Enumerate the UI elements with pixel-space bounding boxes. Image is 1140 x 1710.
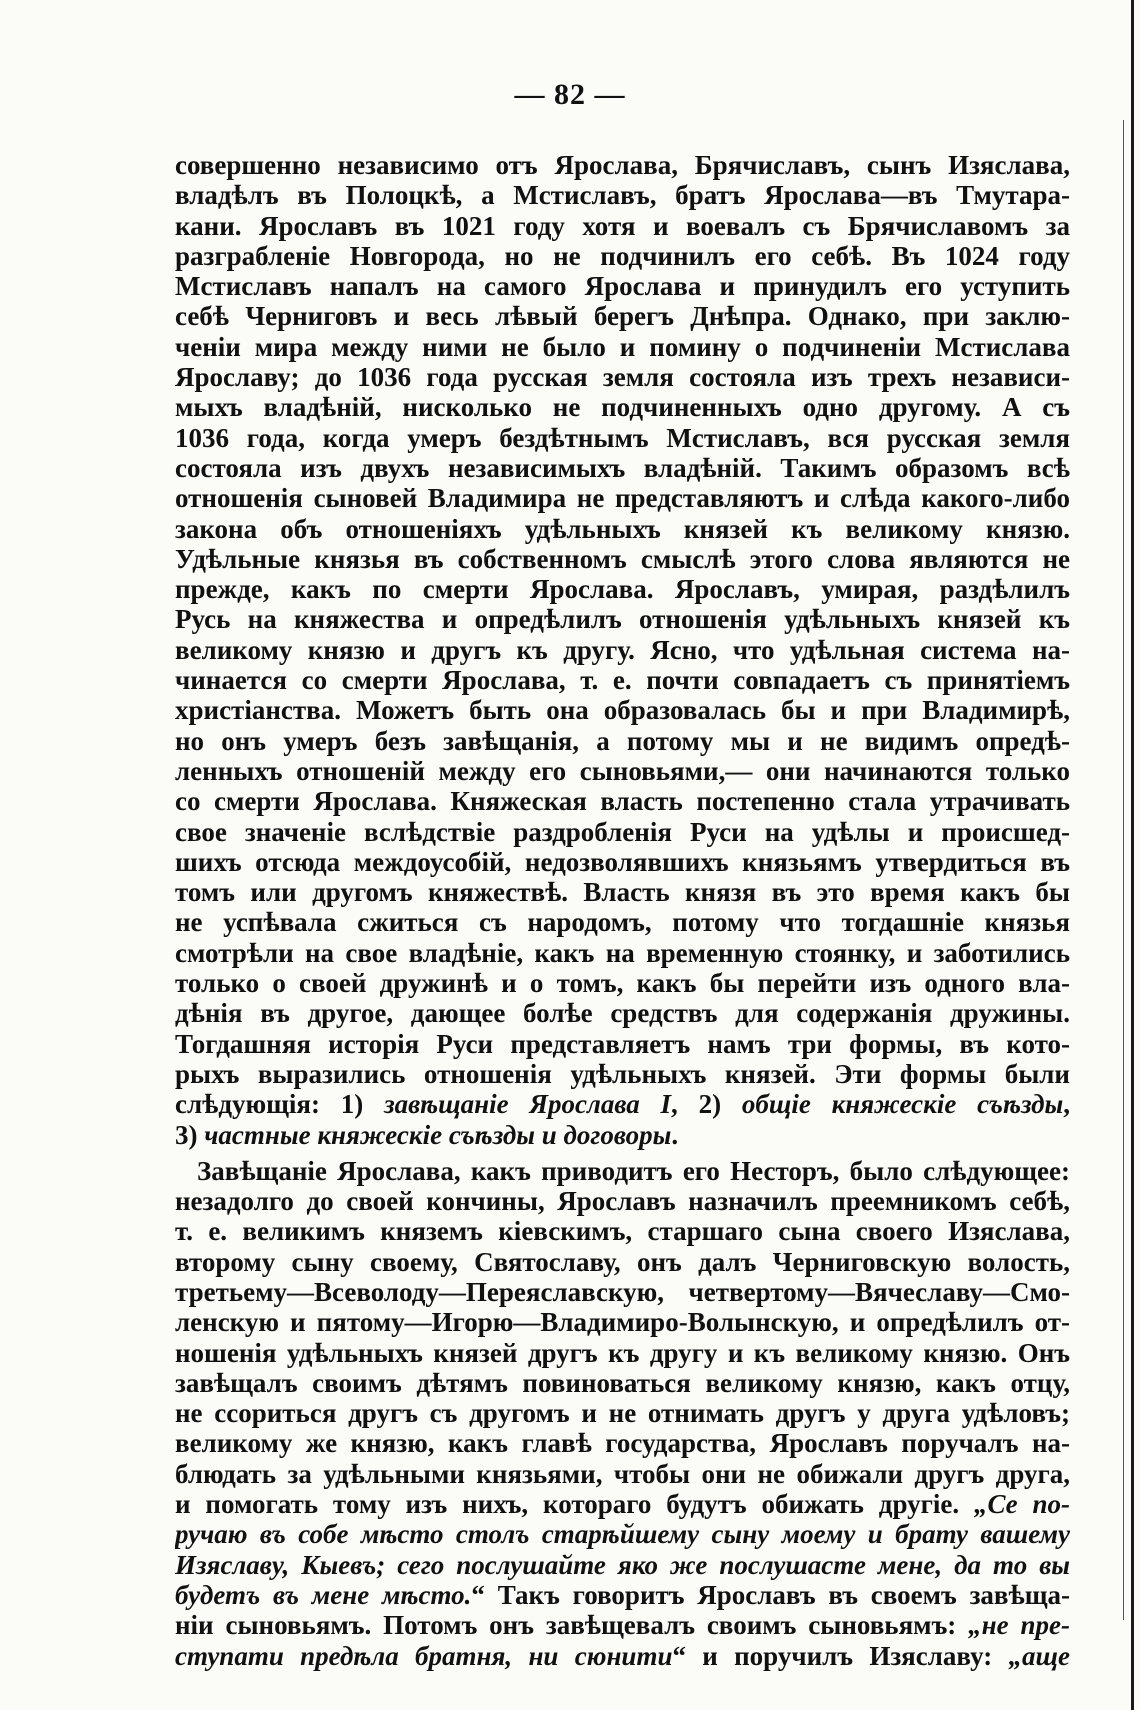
text-run: смотрѣли на свое владѣніе, какъ на временную стоянку, и заботились — [175, 937, 1070, 968]
text-line — [175, 968, 1070, 998]
text-run: незадолго до своей кончины, Ярославъ назначилъ преемникомъ себѣ, — [175, 1186, 1070, 1217]
text-run: разграбленіе Новгорода, но не подчинилъ его себѣ. Въ 1024 году — [175, 240, 1070, 271]
text-run: дѣнія въ другое, дающее болѣе средствъ для содержанія дружины. — [175, 998, 1070, 1029]
text-line — [175, 726, 1070, 756]
text-line — [175, 756, 1070, 786]
text-run: владѣлъ въ Полоцкѣ, а Мстиславъ, братъ Ярослава—въ Тмутара- — [175, 180, 1070, 211]
text-run: кани. Ярославъ въ 1021 году хотя и воевалъ съ Брячиславомъ за — [175, 210, 1070, 241]
page-number: — 82 — — [514, 78, 626, 111]
text-run: Ярославу; до 1036 года русская земля состояла изъ трехъ независи- — [175, 362, 1070, 393]
text-run: , — [1063, 1089, 1070, 1120]
text-run: закона объ отношеніяхъ удѣльныхъ князей къ великому князю. — [175, 513, 1070, 544]
text-run: христіанства. Можетъ быть она образовалась бы и при Владимирѣ, — [175, 695, 1070, 726]
italic-run: общіе княжескіе съѣзды — [741, 1089, 1064, 1120]
text-run: 3) — [175, 1119, 205, 1150]
text-line — [175, 1398, 1070, 1428]
text-run: ленскую и пятому—Игорю—Владимиро-Волынскую, и опредѣлилъ от- — [175, 1307, 1070, 1338]
text-line — [175, 1277, 1070, 1307]
text-run: Удѣльные князья въ собственномъ смыслѣ этого слова являются не — [175, 543, 1070, 574]
italic-run: Изяславу, Кыевъ; сего послушайте яко же послушасте мене, да то вы — [175, 1549, 1070, 1580]
text-run: совершенно независимо отъ Ярослава, Брячиславъ, сынъ Изяслава, — [175, 150, 1070, 180]
text-run: ленныхъ отношеній между его сыновьями,— они начинаются только — [175, 755, 1070, 786]
text-line — [175, 635, 1070, 665]
text-run: слѣдующія: 1) — [175, 1089, 385, 1120]
text-run: отношенія сыновей Владимира не представляютъ и слѣда какого-либо — [175, 483, 1070, 514]
text-run: . — [671, 1119, 679, 1150]
text-run: “ и поручилъ Изяславу: — [672, 1640, 1009, 1671]
text-run: не успѣвала сжиться съ народомъ, потому что тогдашніе князья — [175, 907, 1070, 938]
italic-run: ступати предѣла братня, ни сюнити — [175, 1640, 673, 1671]
text-run: и помогать тому изъ нихъ, котораго будутъ обижать другіе. — [175, 1489, 974, 1520]
text-line — [175, 332, 1070, 362]
text-line — [175, 1641, 1070, 1671]
text-line — [175, 1580, 1070, 1610]
text-line — [175, 695, 1070, 725]
text-line — [175, 938, 1070, 968]
italic-run: будетъ въ мене мѣсто. — [175, 1579, 472, 1610]
text-line — [175, 1368, 1070, 1398]
text-line — [175, 544, 1070, 574]
text-line — [175, 877, 1070, 907]
text-run: состояла изъ двухъ независимыхъ владѣній. Такимъ образомъ всѣ — [175, 452, 1070, 483]
text-line — [175, 453, 1070, 483]
text-line — [175, 514, 1070, 544]
text-run: 1036 года, когда умеръ бездѣтнымъ Мстиславъ, вся русская земля — [175, 422, 1070, 453]
page-edge-line — [1131, 0, 1134, 1710]
text-line — [175, 1089, 1070, 1119]
text-line — [175, 1489, 1070, 1519]
text-line — [175, 574, 1070, 604]
text-line — [175, 817, 1070, 847]
text-line — [175, 786, 1070, 816]
text-run: великому князю и другъ къ другу. Ясно, что удѣльная система на- — [175, 634, 1070, 665]
text-line — [175, 604, 1070, 634]
text-run: ніи сыновьямъ. Потомъ онъ завѣщевалъ своимъ сыновьямъ: — [175, 1610, 969, 1641]
body-text — [175, 150, 1070, 1671]
text-line — [175, 423, 1070, 453]
page-edge-shadow — [1123, 120, 1124, 1620]
text-run: Тогдашняя исторія Руси представляетъ намъ три формы, въ кото- — [175, 1028, 1070, 1059]
text-line — [175, 1550, 1070, 1580]
text-run: чинается со смерти Ярослава, т. е. почти совпадаетъ съ принятіемъ — [175, 665, 1070, 696]
italic-run: частные княжескіе съѣзды и договоры — [204, 1119, 672, 1150]
italic-run: „Се по- — [973, 1489, 1070, 1520]
paragraph — [175, 150, 1070, 1150]
text-line — [175, 392, 1070, 422]
italic-run: „не пре- — [968, 1610, 1070, 1641]
text-line — [175, 180, 1070, 210]
text-run: ношенія удѣльныхъ князей другъ къ другу и къ великому князю. Онъ — [175, 1337, 1070, 1368]
text-run: со смерти Ярослава. Княжеская власть постепенно стала утрачивать — [175, 786, 1070, 817]
text-run: блюдать за удѣльными князьями, чтобы они не обижали другъ друга, — [175, 1458, 1070, 1489]
italic-run: ручаю въ собе мѣсто столъ старѣйшему сыну моему и брату вашему — [175, 1519, 1070, 1550]
text-run: третьему—Всеволоду—Переяславскую, четвертому—Вячеславу—Смо- — [175, 1276, 1070, 1307]
text-line — [175, 1186, 1070, 1216]
text-line — [175, 1519, 1070, 1549]
text-line — [175, 1428, 1070, 1458]
text-line — [175, 1059, 1070, 1089]
text-run: “ Такъ говоритъ Ярославъ въ своемъ завѣща- — [471, 1579, 1070, 1610]
text-run: свое значеніе вслѣдствіе раздробленія Руси на удѣлы и происшед- — [175, 816, 1070, 847]
text-line — [175, 483, 1070, 513]
paragraph — [175, 1156, 1070, 1671]
text-run: только о своей дружинѣ и о томъ, какъ бы перейти изъ одного вла- — [175, 968, 1070, 999]
text-line — [175, 1156, 1070, 1186]
text-run: мыхъ владѣній, нисколько не подчиненныхъ одно другому. А съ — [175, 392, 1070, 423]
italic-run: завѣщаніе Ярослава I — [384, 1089, 672, 1120]
text-run: томъ или другомъ княжествѣ. Власть князя въ это время какъ бы — [175, 877, 1070, 908]
text-run: завѣщалъ своимъ дѣтямъ повиноваться великому князю, какъ отцу, — [175, 1367, 1070, 1398]
text-run: второму сыну своему, Святославу, онъ далъ Черниговскую волость, — [175, 1246, 1070, 1277]
text-run: великому же князю, какъ главѣ государства, Ярославъ поручалъ на- — [175, 1428, 1070, 1459]
text-line — [175, 1307, 1070, 1337]
text-line — [175, 1610, 1070, 1640]
text-line — [175, 1247, 1070, 1277]
text-run: т. е. великимъ княземъ кіевскимъ, старшаго сына своего Изяслава, — [175, 1216, 1070, 1247]
text-line — [175, 362, 1070, 392]
text-run: Русь на княжества и опредѣлилъ отношенія удѣльныхъ князей къ — [175, 604, 1070, 635]
text-run: рыхъ выразились отношенія удѣльныхъ князей. Эти формы были — [175, 1058, 1070, 1089]
text-line — [175, 665, 1070, 695]
text-line — [175, 1216, 1070, 1246]
text-line — [175, 998, 1070, 1028]
text-run: но онъ умеръ безъ завѣщанія, а потому мы и не видимъ опредѣ- — [175, 725, 1070, 756]
text-line — [175, 1459, 1070, 1489]
text-line — [175, 211, 1070, 241]
text-line — [175, 301, 1070, 331]
text-run: себѣ Черниговъ и весь лѣвый берегъ Днѣпра. Однако, при заклю- — [175, 301, 1070, 332]
text-run: ченіи мира между ними не было и помину о подчиненіи Мстислава — [175, 331, 1070, 362]
text-line — [175, 1338, 1070, 1368]
text-line — [175, 271, 1070, 301]
text-run: не ссориться другъ съ другомъ и не отнимать другъ у друга удѣловъ; — [175, 1398, 1070, 1429]
text-run: Завѣщаніе Ярослава, какъ приводитъ его Несторъ, было слѣдующее: — [197, 1155, 1070, 1186]
text-line — [175, 1120, 1070, 1150]
text-line — [175, 241, 1070, 271]
text-run: прежде, какъ по смерти Ярослава. Ярославъ, умирая, раздѣлилъ — [175, 574, 1070, 605]
text-run: Мстиславъ напалъ на самого Ярослава и принудилъ его уступить — [175, 271, 1070, 302]
text-run: , 2) — [671, 1089, 742, 1120]
text-line — [175, 907, 1070, 937]
text-line — [175, 150, 1070, 180]
text-line — [175, 1029, 1070, 1059]
italic-run: „аще — [1008, 1640, 1070, 1671]
text-run: шихъ отсюда междоусобій, недозволявшихъ князьямъ утвердиться въ — [175, 846, 1070, 877]
text-line — [175, 847, 1070, 877]
